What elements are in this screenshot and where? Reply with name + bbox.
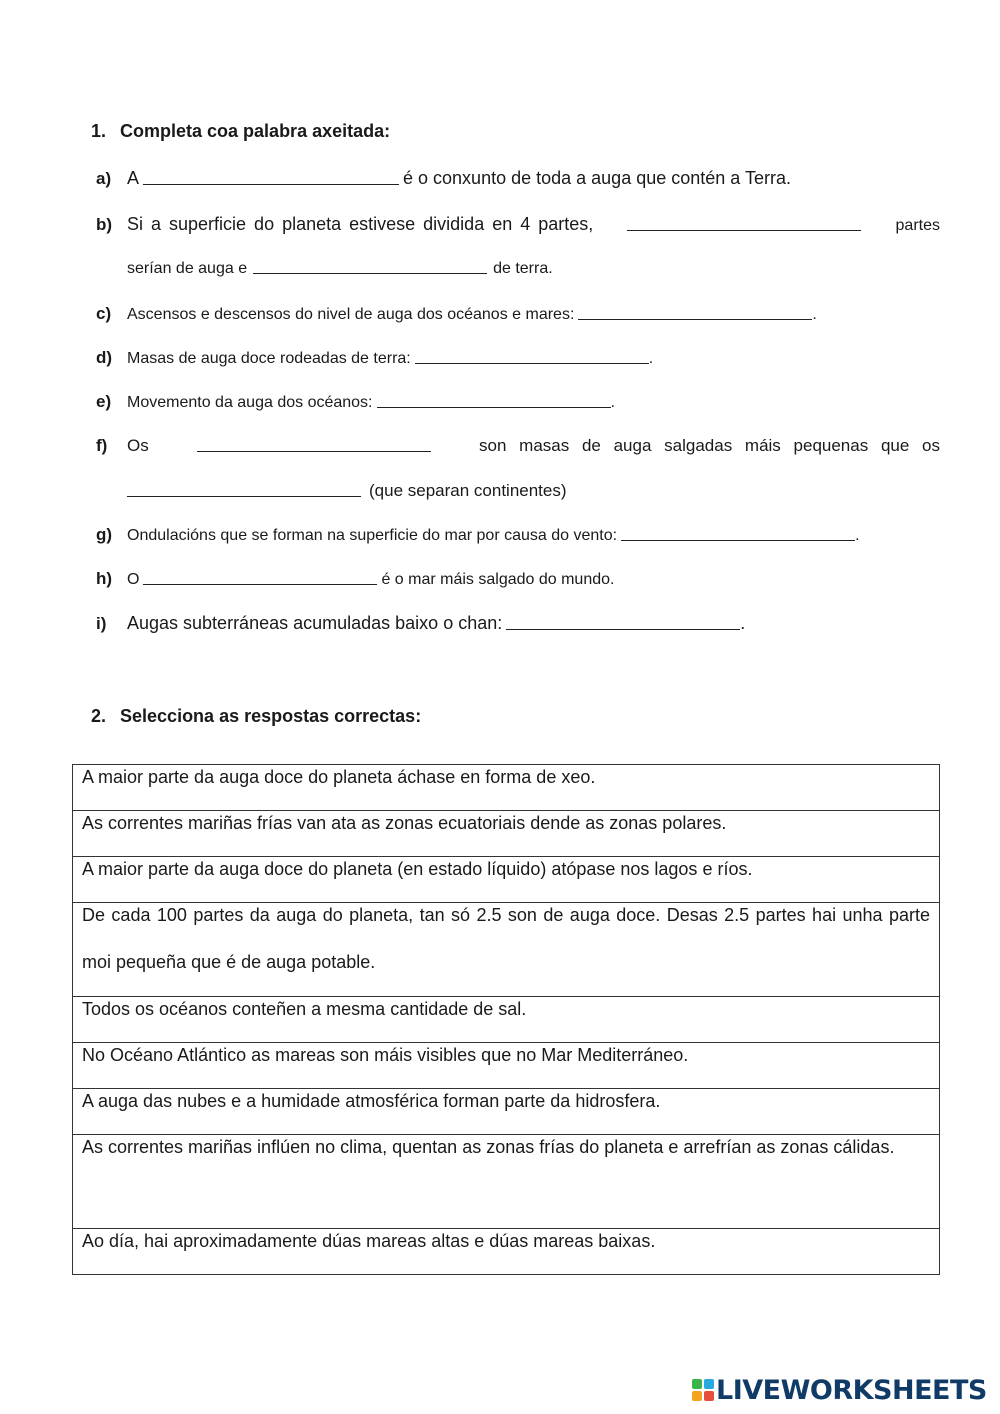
item-f-blank-1[interactable] — [197, 450, 431, 452]
item-e-label: e) — [96, 392, 112, 411]
item-c-post: . — [812, 306, 817, 323]
item-d — [96, 348, 940, 368]
item-a-blank[interactable] — [143, 183, 399, 185]
item-b-line2 — [127, 260, 553, 278]
section2-title: Selecciona as respostas correctas: — [120, 706, 422, 726]
statement-text: A maior parte da auga doce do planeta áchase en forma de xeo. — [82, 767, 596, 787]
item-f-pre: Os — [127, 436, 149, 455]
section2-number: 2. — [91, 706, 107, 726]
statement-text: Ao día, hai aproximadamente dúas mareas altas e dúas mareas baixas. — [82, 1231, 656, 1251]
item-g-label: g) — [96, 525, 113, 544]
section1-number: 1. — [91, 121, 107, 141]
statement-option[interactable] — [73, 903, 940, 997]
statement-option[interactable] — [73, 1229, 940, 1275]
section1-title: Completa coa palabra axeitada: — [120, 121, 391, 141]
item-b-line2-post: de terra. — [493, 260, 553, 277]
item-c-blank[interactable] — [578, 318, 812, 320]
item-e-blank[interactable] — [377, 406, 611, 408]
statement-text: A maior parte da auga doce do planeta (en estado líquido) atópase nos lagos e ríos. — [82, 859, 753, 879]
section2-heading — [91, 706, 421, 727]
item-d-pre: Masas de auga doce rodeadas de terra: — [127, 350, 411, 367]
item-c-label: c) — [96, 304, 112, 323]
logo-tile — [704, 1379, 714, 1389]
item-d-post: . — [648, 350, 654, 367]
item-c — [96, 304, 940, 324]
item-i — [96, 613, 940, 634]
liveworksheets-logo — [692, 1374, 987, 1406]
item-f-line2-post: (que separan continentes) — [369, 481, 567, 500]
item-b-pre: Si a superficie do planeta estivese dividida en 4 partes, — [127, 214, 594, 234]
item-c-pre: Ascensos e descensos do nivel de auga dos océanos e mares: — [127, 306, 575, 323]
item-a — [96, 168, 940, 189]
item-b-post: partes — [895, 217, 940, 234]
item-h-label: h) — [96, 569, 113, 588]
item-h-post: é o mar máis salgado do mundo. — [381, 571, 615, 588]
item-b-line2-pre: serían de auga e — [127, 260, 248, 277]
item-f — [96, 436, 940, 456]
item-h — [96, 569, 940, 589]
item-g-blank[interactable] — [621, 539, 855, 541]
item-g — [96, 525, 940, 545]
statement-text: Todos os océanos conteñen a mesma cantidade de sal. — [82, 999, 527, 1019]
section1-heading — [91, 121, 390, 142]
item-h-blank[interactable] — [143, 583, 377, 585]
item-i-pre: Augas subterráneas acumuladas baixo o chan: — [127, 613, 503, 633]
logo-text: LIVEWORKSHEETS — [716, 1374, 987, 1406]
answers-table — [72, 764, 940, 1275]
item-a-post: é o conxunto de toda a auga que contén a Terra. — [403, 168, 791, 188]
item-f-post: son masas de auga salgadas máis pequenas que os — [479, 436, 940, 455]
item-b-blank-2[interactable] — [253, 272, 487, 274]
item-h-pre: O — [127, 571, 140, 588]
logo-tile — [704, 1391, 714, 1401]
item-i-label: i) — [96, 614, 107, 633]
item-b — [96, 214, 940, 235]
statement-option[interactable] — [73, 1135, 940, 1229]
logo-tile — [692, 1391, 702, 1401]
item-e-post: . — [610, 394, 615, 411]
item-b-blank-1[interactable] — [627, 229, 861, 231]
item-i-blank[interactable] — [506, 628, 740, 630]
logo-mark-icon — [692, 1379, 714, 1401]
item-f-blank-2[interactable] — [127, 495, 361, 497]
statement-text: A auga das nubes e a humidade atmosférica forman parte da hidrosfera. — [82, 1091, 661, 1111]
item-g-pre: Ondulacións que se forman na superficie do mar por causa do vento: — [127, 527, 618, 544]
item-f-label: f) — [96, 436, 108, 455]
item-a-pre: A — [127, 168, 140, 188]
statement-text: As correntes mariñas frías van ata as zonas ecuatoriais dende as zonas polares. — [82, 813, 727, 833]
item-b-label: b) — [96, 215, 113, 234]
item-g-post: . — [855, 527, 860, 544]
logo-tile — [692, 1379, 702, 1389]
item-f-line2 — [127, 481, 567, 501]
statement-text: De cada 100 partes da auga do planeta, tan só 2.5 son de auga doce. Desas 2.5 partes hai unha parte moi pequeña que é de auga potable. — [82, 905, 930, 972]
item-a-label: a) — [96, 169, 112, 188]
item-e-pre: Movemento da auga dos océanos: — [127, 394, 373, 411]
item-e — [96, 392, 940, 412]
item-i-post: . — [740, 613, 746, 633]
item-d-label: d) — [96, 348, 113, 367]
item-d-blank[interactable] — [415, 362, 649, 364]
statement-text: No Océano Atlántico as mareas son máis visibles que no Mar Mediterráneo. — [82, 1045, 689, 1065]
statement-text: As correntes mariñas inflúen no clima, quentan as zonas frías do planeta e arrefrían as zonas cálidas. — [82, 1137, 895, 1157]
